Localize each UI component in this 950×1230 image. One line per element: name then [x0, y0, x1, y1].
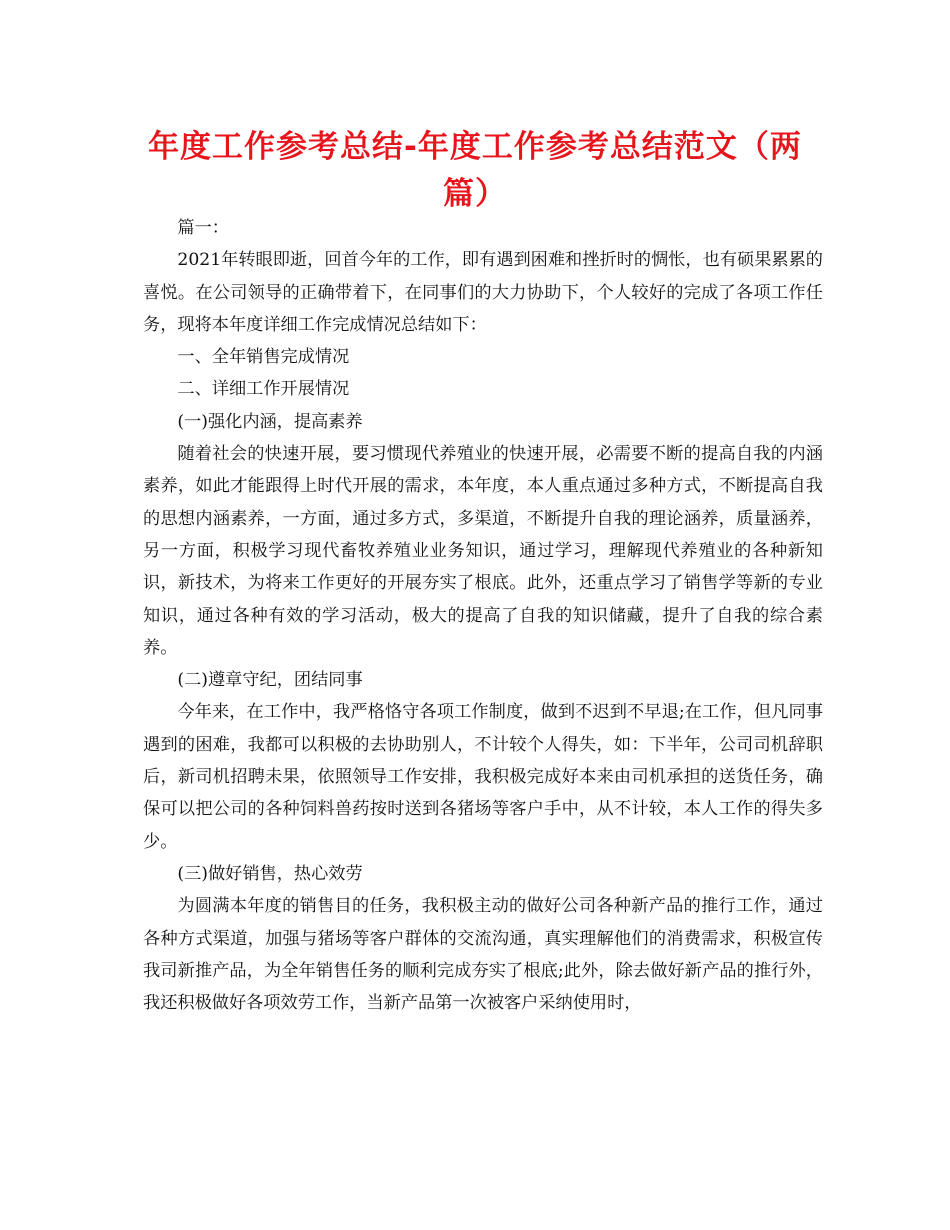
subheading-discipline-unity: (二)遵章守纪，团结同事	[177, 670, 363, 691]
heading-sales-completion: 一、全年销售完成情况	[177, 347, 350, 368]
heading-work-details: 二、详细工作开展情况	[177, 379, 350, 400]
document-body	[143, 212, 823, 1019]
paragraph-strengthen-quality: 随着社会的快速开展，要习惯现代养殖业的快速开展，必需要不断的提高自我的内涵素养，如此才能跟得上时代开展的需求，本年度，本人重点通过多种方式，不断提高自我的思想内涵素养，一方面，通过多方式，多渠道，不断提升自我的理论涵养，质量涵养，另一方面，积极学习现代畜牧养殖业业务知识，通过学习，理解现代养殖业的各种新知识，新技术，为将来工作更好的开展夯实了根底。此外，还重点学习了销售学等新的专业知识，通过各种有效的学习活动，极大的提高了自我的知识储藏，提升了自我的综合素养。	[143, 444, 823, 658]
intro-paragraph: 2021年转眼即逝，回首今年的工作，即有遇到困难和挫折时的惆怅，也有硕果累累的喜悦。在公司领导的正确带着下，在同事们的大力协助下，个人较好的完成了各项工作任务，现将本年度详细工作完成情况总结如下：	[143, 250, 823, 335]
paragraph-sales-service: 为圆满本年度的销售目的任务，我积极主动的做好公司各种新产品的推行工作，通过各种方式渠道，加强与猪场等客户群体的交流沟通，真实理解他们的消费需求，积极宣传我司新推产品，为全年销售任务的顺利完成夯实了根底;此外，除去做好新产品的推行外，我还积极做好各项效劳工作，当新产品第一次被客户采纳使用时，	[143, 896, 823, 1014]
document-title: 年度工作参考总结-年度工作参考总结范文（两篇）	[148, 129, 802, 212]
paragraph-discipline-unity: 今年来，在工作中，我严格恪守各项工作制度，做到不迟到不早退;在工作，但凡同事遇到的困难，我都可以积极的去协助别人，不计较个人得失，如：下半年，公司司机辞职后，新司机招聘未果，依照领导工作安排，我积极完成好本来由司机承担的送货任务，确保可以把公司的各种饲料兽药按时送到各猪场等客户手中，从不计较，本人工作的得失多少。	[143, 702, 823, 852]
subheading-sales-service: (三)做好销售，热心效劳	[177, 863, 363, 884]
subheading-strengthen-quality: (一)强化内涵，提高素养	[177, 411, 363, 432]
section-heading-part-one: 篇一：	[177, 218, 229, 238]
